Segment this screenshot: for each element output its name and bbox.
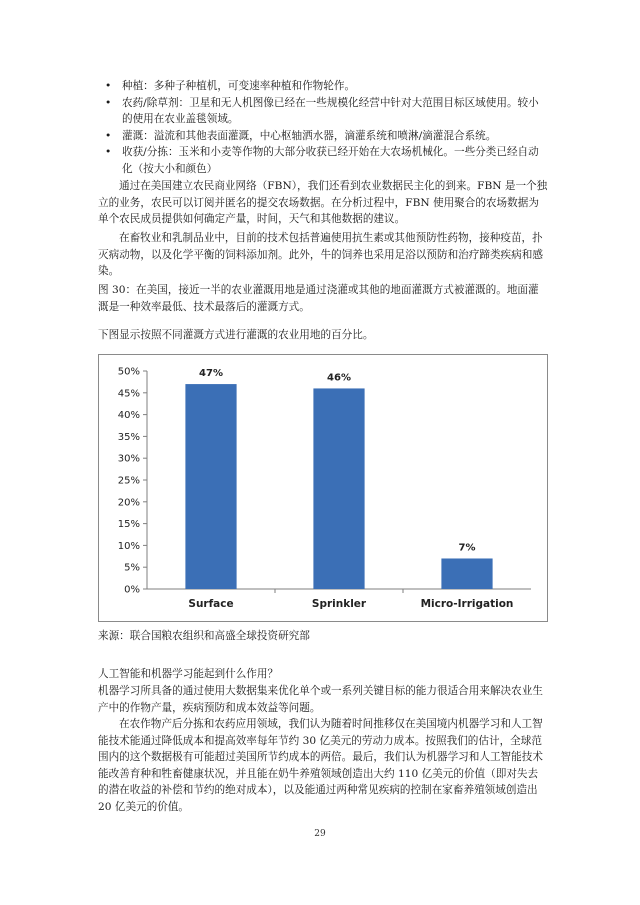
irrigation-chart — [98, 354, 548, 622]
bullet-icon: • — [105, 146, 112, 159]
bullet-text: 溢流和其他表面灌溉，中心枢轴洒水器，滴灌系统和喷淋/滴灌混合系统。 — [153, 129, 497, 142]
bullet-item-planting — [98, 78, 548, 95]
y-tick-label: 15% — [117, 519, 140, 531]
bullet-item-pesticide — [98, 95, 548, 128]
bullet-text: 卫星和无人机图像已经在一些规模化经营中针对大范围目标区域使用。较小的使用在农业盖毯领域。 — [122, 96, 539, 126]
y-tick-label: 35% — [117, 431, 140, 443]
figure-caption: 图 30：在美国，接近一半的农业灌溉用地是通过浇灌或其他的地面灌溉方式被灌溉的。地面灌溉是一种效率最低、技术最落后的灌溉方式。 — [98, 284, 539, 313]
bullet-icon: • — [105, 96, 112, 109]
bullet-icon: • — [105, 80, 112, 92]
paragraph-fbn: 通过在美国建立农民商业网络（FBN），我们还看到农业数据民主化的到来。FBN 是一个独立的业务，农民可以订阅并匿名的提交农场数据。在分析过程中，FBN 使用聚合的农场数据为单个农民成员提供如何确定产量，时间，天气和其他数据的建议。 — [98, 180, 548, 226]
bullet-text: 玉米和小麦等作物的大部分收获已经开始在大农场机械化。一些分类已经自动化（按大小和颜色） — [122, 146, 539, 175]
y-tick-label: 5% — [124, 562, 140, 574]
paragraph-livestock: 在畜牧业和乳制品业中，目前的技术包括普遍使用抗生素或其他预防性药物，接种疫苗，扑灭病动物，以及化学平衡的饲料添加剂。此外，牛的饲养也采用足浴以预防和治疗蹄类疾病和感染。 — [98, 232, 543, 278]
bar-micro-irrigation — [441, 558, 492, 589]
bullet-item-harvest — [98, 144, 548, 177]
y-tick-label: 0% — [124, 584, 140, 596]
bullet-label: 收获/分拣： — [122, 146, 179, 159]
y-tick-label: 30% — [117, 453, 140, 465]
source-note: 来源：联合国粮农组织和高盛全球投资研究部 — [98, 630, 310, 642]
bullet-icon: • — [105, 129, 112, 142]
y-tick-label: 50% — [117, 366, 140, 378]
page-number: 29 — [314, 829, 326, 839]
y-tick-label: 25% — [117, 475, 140, 487]
bullet-text: 多种子种植机，可变速率种植和作物轮作。 — [153, 80, 356, 92]
data-label: 46% — [327, 372, 351, 384]
bar-chart-svg — [99, 355, 547, 621]
bullet-label: 农药/除草剂： — [122, 96, 190, 109]
bullet-item-irrigation — [98, 128, 548, 145]
y-tick-label: 45% — [117, 388, 140, 400]
y-tick-label: 20% — [117, 497, 140, 509]
section-heading: 人工智能和机器学习能起到什么作用？ — [98, 668, 279, 680]
x-category-label: Surface — [188, 598, 234, 610]
data-label: 47% — [199, 368, 223, 380]
x-category-label: Micro-Irrigation — [420, 598, 514, 610]
x-category-label: Sprinkler — [311, 598, 367, 610]
bar-surface — [185, 384, 236, 589]
paragraph-ai-value: 在农作物产后分拣和农药应用领域，我们认为随着时间推移仅在美国境内机器学习和人工智能技术能通过降低成本和提高效率每年节约 30 亿美元的劳动力成本。按照我们的估计，全球范围内的这个数据极有可能超过美国所节约成本的两倍。最后，我们认为机器学习和人工智能技术能改善育种和牲畜健康状况，并且能在奶牛养殖领域创造出大约 110 亿美元的价值（即对失去的潜在收益的补偿和节约的绝对成本），以及能通过两种常见疾病的控制在家畜养殖领域创造出 20 亿美元的价值。 — [98, 718, 543, 813]
bar-sprinkler — [313, 388, 364, 589]
chart-intro: 下图显示按照不同灌溉方式进行灌溉的农业用地的百分比。 — [98, 329, 374, 341]
y-tick-label: 40% — [117, 410, 140, 422]
paragraph-ml: 机器学习所具备的通过使用大数据集来优化单个或一系列关键目标的能力很适合用来解决农业生产中的作物产量，疾病预防和成本效益等问题。 — [98, 685, 543, 714]
data-label: 7% — [458, 542, 476, 554]
bullet-list — [98, 78, 548, 178]
bullet-label: 灌溉： — [122, 129, 154, 142]
bullet-label: 种植： — [122, 80, 154, 92]
y-tick-label: 10% — [117, 540, 140, 552]
